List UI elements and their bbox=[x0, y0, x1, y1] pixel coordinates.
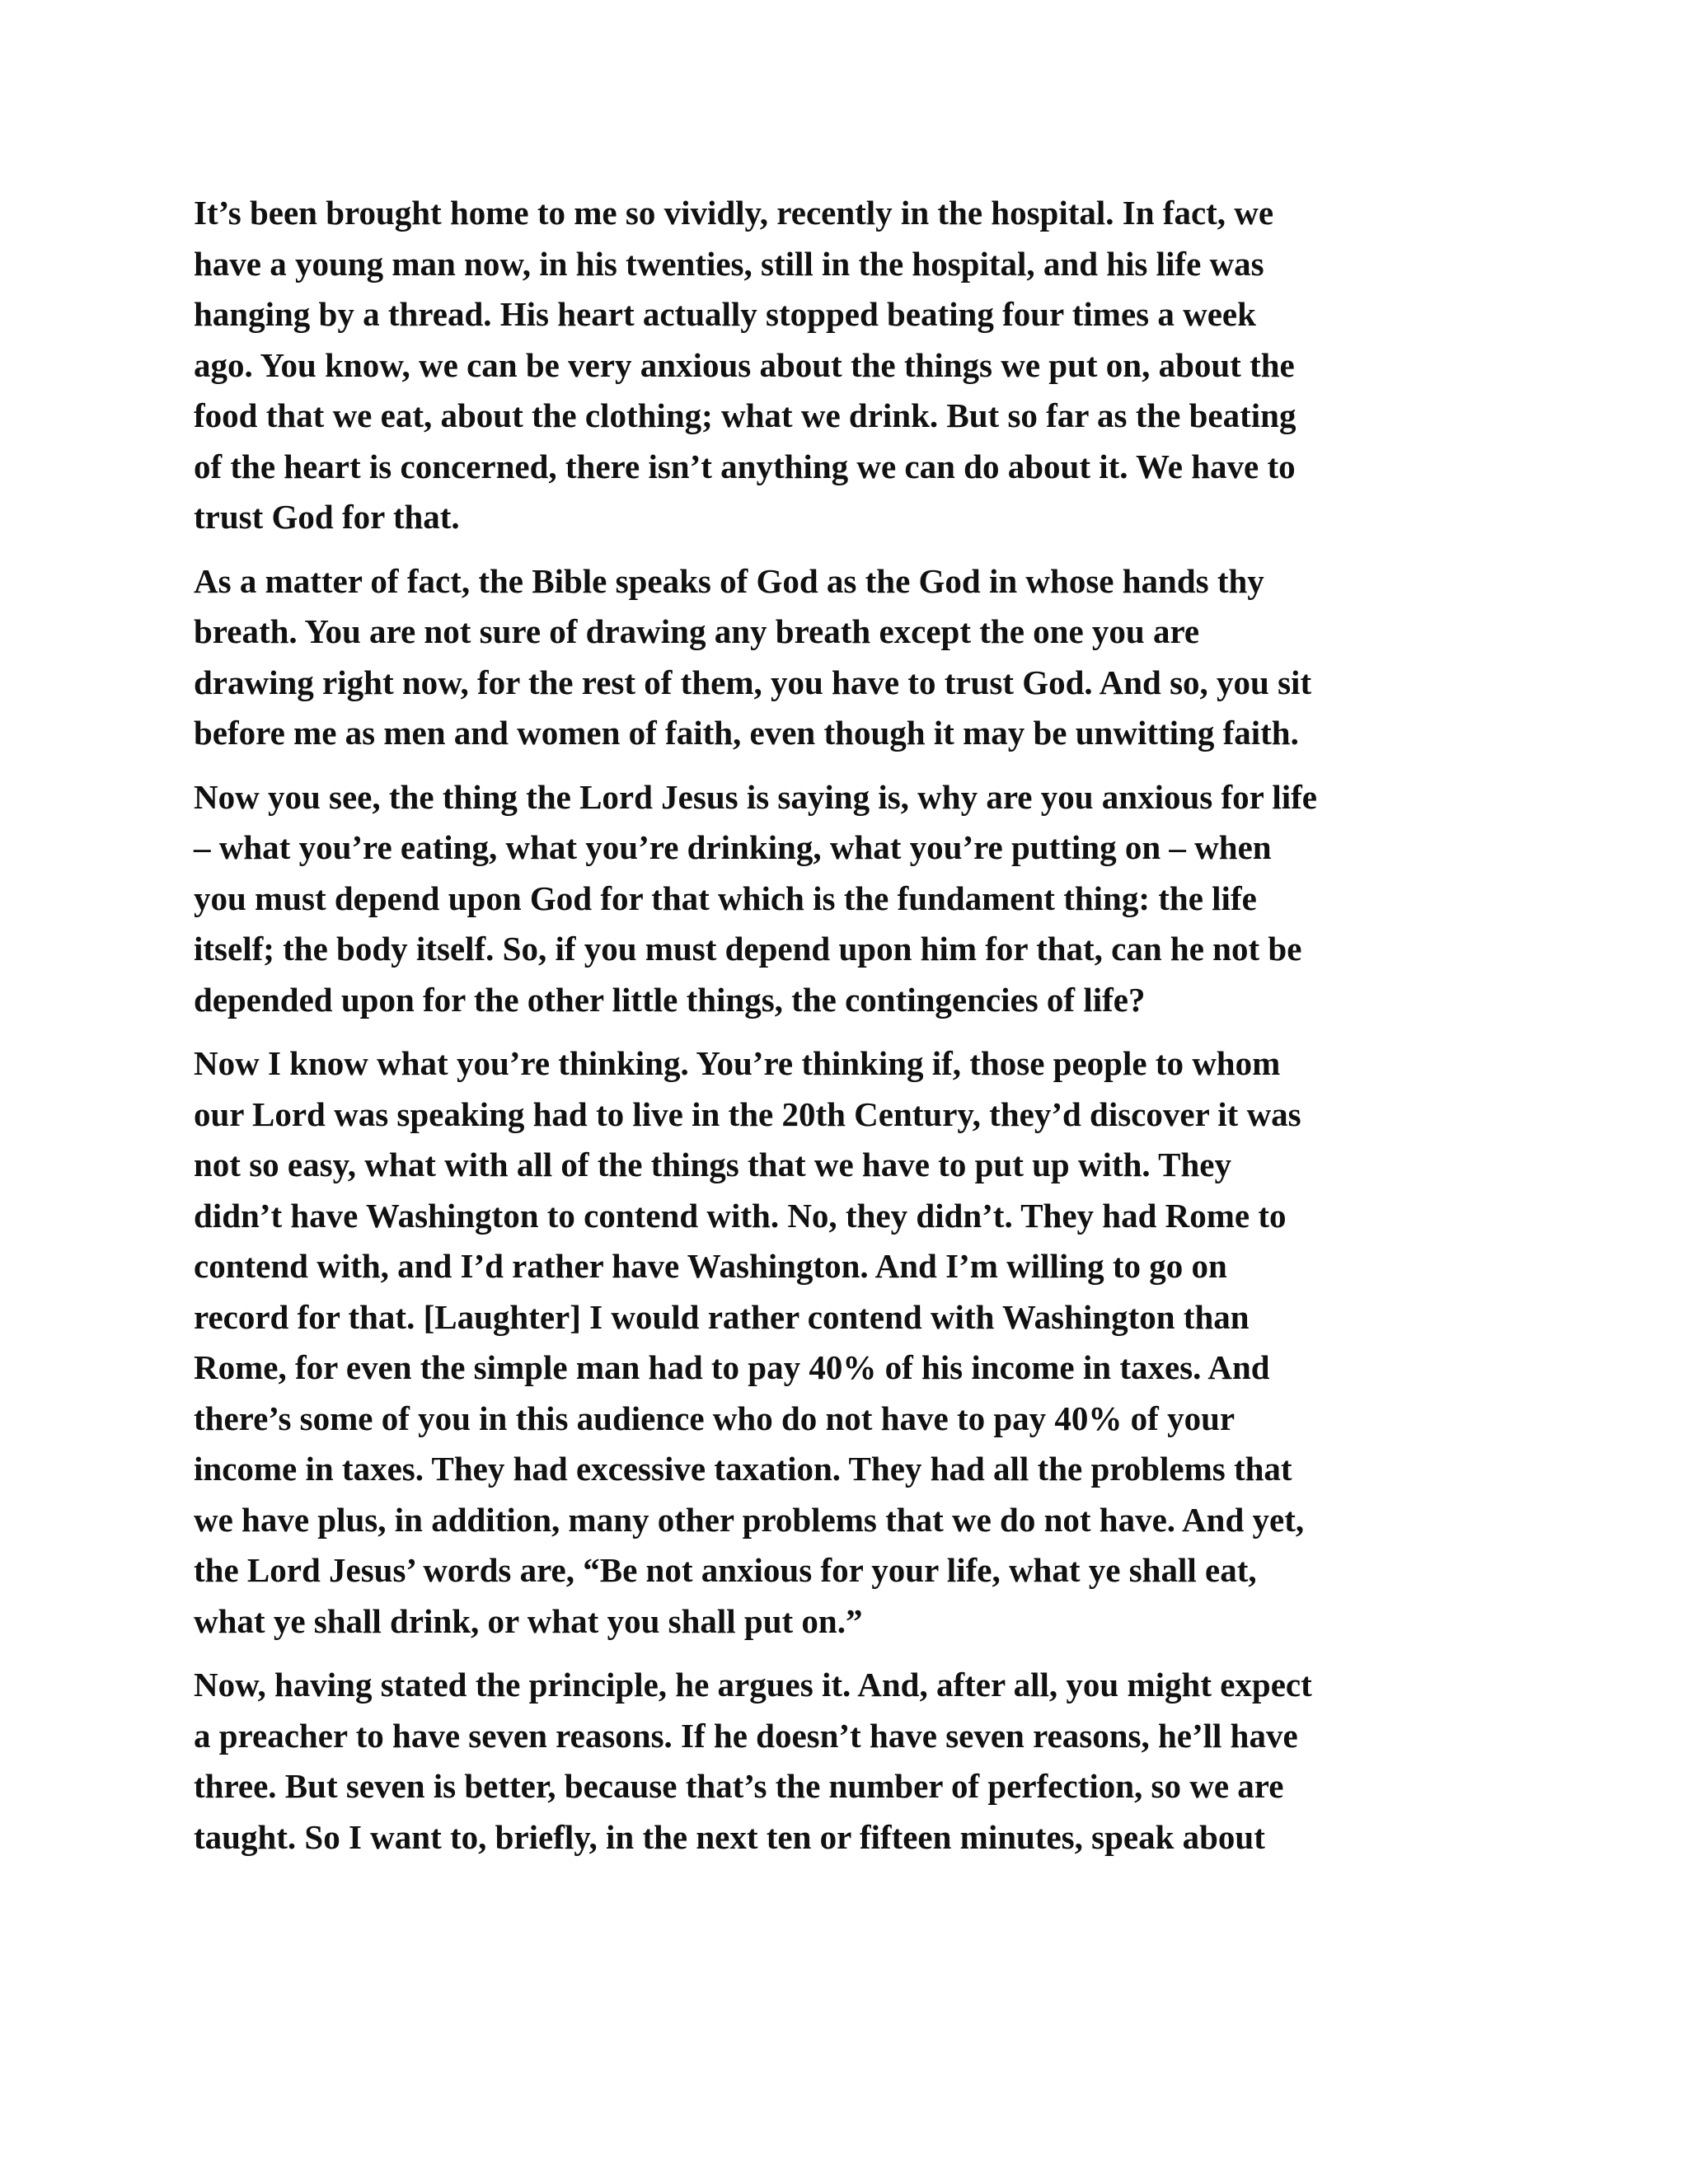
text-line: breath. You are not sure of drawing any breath except the one you are bbox=[194, 612, 1200, 650]
text-line: three. But seven is better, because that’s the number of perfection, so we are bbox=[194, 1767, 1284, 1805]
paragraph-5 bbox=[194, 1660, 1496, 1863]
text-line: hanging by a thread. His heart actually stopped beating four times a week bbox=[194, 295, 1256, 333]
text-line: there’s some of you in this audience who do not have to pay 40% of your bbox=[194, 1399, 1236, 1437]
text-line: have a young man now, in his twenties, still in the hospital, and his life was bbox=[194, 244, 1264, 283]
paragraph-4 bbox=[194, 1038, 1496, 1647]
text-line: food that we eat, about the clothing; what we drink. But so far as the beating bbox=[194, 396, 1296, 434]
text-line: Now, having stated the principle, he argues it. And, after all, you might expect bbox=[194, 1666, 1312, 1704]
text-line: Rome, for even the simple man had to pay 40% of his income in taxes. And bbox=[194, 1348, 1270, 1386]
text-line: a preacher to have seven reasons. If he doesn’t have seven reasons, he’ll have bbox=[194, 1716, 1298, 1755]
text-line: what ye shall drink, or what you shall put on.” bbox=[194, 1601, 863, 1640]
paragraph-1 bbox=[194, 188, 1496, 543]
text-line: ago. You know, we can be very anxious about the things we put on, about the bbox=[194, 345, 1295, 384]
paragraph-2 bbox=[194, 556, 1496, 759]
text-line: record for that. [Laughter] I would rather contend with Washington than bbox=[194, 1297, 1250, 1336]
text-line: you must depend upon God for that which is the fundament thing: the life bbox=[194, 879, 1257, 917]
text-line: not so easy, what with all of the things that we have to put up with. They bbox=[194, 1146, 1232, 1183]
text-line: of the heart is concerned, there isn’t anything we can do about it. We have to bbox=[194, 447, 1296, 485]
text-line: Now I know what you’re thinking. You’re thinking if, those people to whom bbox=[194, 1044, 1281, 1082]
text-line: before me as men and women of faith, even though it may be unwitting faith. bbox=[194, 714, 1299, 752]
text-line: drawing right now, for the rest of them, you have to trust God. And so, you sit bbox=[194, 663, 1312, 701]
document-page bbox=[194, 188, 1496, 1876]
text-line: contend with, and I’d rather have Washington. And I’m willing to go on bbox=[194, 1247, 1227, 1285]
paragraph-3 bbox=[194, 772, 1496, 1026]
text-line: we have plus, in addition, many other problems that we do not have. And yet, bbox=[194, 1500, 1305, 1539]
text-line: As a matter of fact, the Bible speaks of God as the God in whose hands thy bbox=[194, 561, 1264, 600]
text-line: itself; the body itself. So, if you must depend upon him for that, can he not be bbox=[194, 930, 1302, 968]
text-line: depended upon for the other little things, the contingencies of life? bbox=[194, 980, 1146, 1019]
text-line: our Lord was speaking had to live in the 20th Century, they’d discover it was bbox=[194, 1094, 1301, 1133]
text-line: the Lord Jesus’ words are, “Be not anxious for your life, what ye shall eat, bbox=[194, 1551, 1257, 1589]
text-line: – what you’re eating, what you’re drinking, what you’re putting on – when bbox=[194, 828, 1272, 866]
text-line: taught. So I want to, briefly, in the next ten or fifteen minutes, speak about bbox=[194, 1817, 1265, 1856]
text-line: income in taxes. They had excessive taxation. They had all the problems that bbox=[194, 1450, 1292, 1488]
text-line: trust God for that. bbox=[194, 498, 460, 536]
text-line: It’s been brought home to me so vividly, recently in the hospital. In fact, we bbox=[194, 194, 1274, 232]
text-line: Now you see, the thing the Lord Jesus is saying is, why are you anxious for life bbox=[194, 777, 1317, 816]
text-line: didn’t have Washington to contend with. No, they didn’t. They had Rome to bbox=[194, 1196, 1287, 1235]
